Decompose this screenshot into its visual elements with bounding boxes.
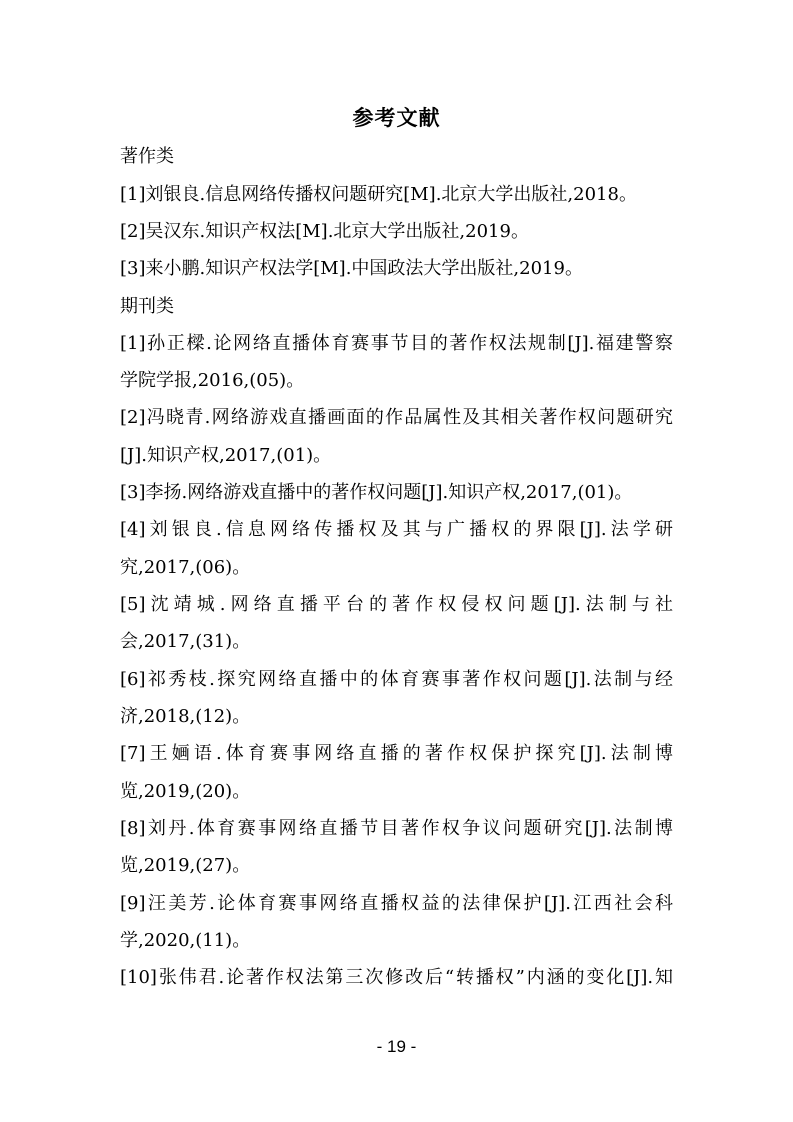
- reference-line: 济,2018,(12)。: [120, 705, 251, 727]
- journal-entry: [120, 885, 673, 960]
- journal-entry: [120, 399, 673, 474]
- reference-list: [120, 138, 673, 996]
- reference-line: 览,2019,(27)。: [120, 855, 251, 877]
- reference-line: 览,2019,(20)。: [120, 780, 251, 802]
- reference-line: [7]王婳语.体育赛事网络直播的著作权保护探究[J].法制博: [120, 743, 673, 765]
- reference-line: [J].知识产权,2017,(01)。: [120, 444, 332, 466]
- journal-entry: [120, 586, 673, 661]
- reference-line: [3]李扬.网络游戏直播中的著作权问题[J].知识产权,2017,(01)。: [120, 482, 633, 504]
- reference-line: [3]来小鹏.知识产权法学[M].中国政法大学出版社,2019。: [120, 258, 583, 280]
- journal-entry: [120, 959, 673, 996]
- reference-line: [2]冯晓青.网络游戏直播画面的作品属性及其相关著作权问题研究: [120, 407, 673, 429]
- journal-entry: [120, 735, 673, 810]
- reference-line: [1]刘银良.信息网络传播权问题研究[M].北京大学出版社,2018。: [120, 183, 637, 205]
- book-entry: [120, 176, 673, 213]
- page-number: - 19 -: [376, 1037, 417, 1056]
- journal-entry: [120, 325, 673, 400]
- reference-line: [8]刘丹.体育赛事网络直播节目著作权争议问题研究[J].法制博: [120, 817, 673, 839]
- reference-line: [10]张伟君.论著作权法第三次修改后“转播权”内涵的变化[J].知: [120, 967, 673, 989]
- reference-line: [5]沈靖城.网络直播平台的著作权侵权问题[J].法制与社: [120, 594, 673, 616]
- reference-line: [2]吴汉东.知识产权法[M].北京大学出版社,2019。: [120, 220, 529, 242]
- reference-line: [6]祁秀枝.探究网络直播中的体育赛事著作权问题[J].法制与经: [120, 668, 673, 690]
- book-entry: [120, 250, 673, 287]
- reference-line: 会,2017,(31)。: [120, 631, 251, 653]
- journal-entry: [120, 661, 673, 736]
- reference-line: [1]孙正樑.论网络直播体育赛事节目的著作权法规制[J].福建警察: [120, 332, 673, 354]
- book-entry: [120, 213, 673, 250]
- reference-line: 学,2020,(11)。: [120, 929, 251, 951]
- reference-line: [4]刘银良.信息网络传播权及其与广播权的界限[J].法学研: [120, 519, 673, 541]
- reference-line: [9]汪美芳.论体育赛事网络直播权益的法律保护[J].江西社会科: [120, 892, 673, 914]
- journal-entry: [120, 474, 673, 511]
- reference-line: 究,2017,(06)。: [120, 556, 251, 578]
- section-heading-books: 著作类: [120, 146, 174, 168]
- journal-entry: [120, 810, 673, 885]
- reference-line: 学院学报,2016,(05)。: [120, 370, 305, 392]
- journal-entry: [120, 511, 673, 586]
- section-heading-journals: 期刊类: [120, 295, 174, 317]
- page-title: 参考文献: [352, 106, 441, 130]
